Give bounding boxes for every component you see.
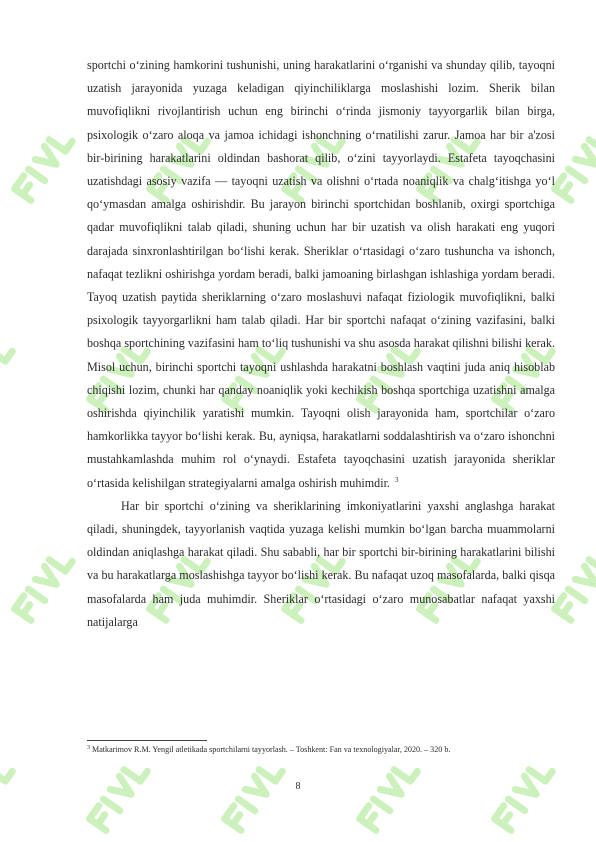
body-text (87, 54, 555, 634)
watermark-mark (0, 340, 12, 410)
watermark-mark (555, 550, 596, 620)
footnote-separator (87, 740, 207, 741)
footnote-text: Matkarimov R.M. Yengil atletikada sportchilarni tayyorlash. – Toshkent: Fan va texnologiyalar, 2020. – 320 b. (92, 745, 451, 754)
watermark-mark (15, 130, 73, 200)
paragraph-1-text: sportchi oʻzining hamkorini tushunishi, uning harakatlarini oʻrganishi va shunday qilib, tayoqni uzatish jarayonida yuzaga keladigan qiyinchiliklarga moslashishi lozim. Sherik bilan muvofiqlikni rivojlantirish uchun eng birinchi oʻrinda jismoniy tayyorgarlik bilan birga, psixologik oʻzaro aloqa va jamoa ichidagi ishonchning oʻrnatilishi zarur. Jamoa har bir a'zosi bir-birining harakatlarini oldindan bashorat qilib, oʻzini tayyorlaydi. Estafeta tayoqchasini uzatishdagi asosiy vazifa — tayoqni uzatish va olishni oʻrtada noaniqlik va chalgʻitishga yoʻl qoʻymasdan amalga oshirishdir. Bu jarayon birinchi sportchidan boshlanib, oxirgi sportchiga qadar muvofiqlikni talab qiladi, shuning uchun har bir uzatish va olish harakati eng yuqori darajada sinxronlashtirilgan boʻlishi kerak. Sheriklar oʻrtasidagi oʻzaro tushuncha va ishonch, nafaqat tezlikni oshirishga yordam beradi, balki jamoaning birlashgan ishlashiga yordam beradi. Tayoq uzatish paytida sheriklarning oʻzaro moslashuvi nafaqat fiziologik muvofiqlikni, balki psixologik tayyorgarlikni ham talab qiladi. Har bir sportchi nafaqat oʻzining vazifasini, balki boshqa sportchining vazifasini ham toʻliq tushunishi va shu asosda harakat qilishni bilishi kerak. Misol uchun, birinchi sportchi tayoqni ushlashda harakatni boshlash vaqtini juda aniq hisoblab chiqishi lozim, chunki har qanday noaniqlik yoki kechikish boshqa sportchiga uzatishni amalga oshirishda qiyinchilik yaratishi mumkin. Tayoqni olish jarayonida ham, sportchilar oʻzaro hamkorlikka tayyor boʻlishi kerak. Bu, ayniqsa, harakatlarni soddalashtirish va oʻzaro ishonchni mustahkamlashda muhim rol oʻynaydi. Estafeta tayoqchasini uzatish jarayonida sheriklar oʻrtasida kelishilgan strategiyalarni amalga oshirish muhimdir. (87, 58, 555, 490)
footnote (87, 744, 557, 755)
paragraph-2 (87, 495, 555, 634)
watermark-mark (15, 550, 73, 620)
paragraph-2-text: Har bir sportchi oʻzining va sheriklarining imkoniyatlarini yaxshi anglashga harakat qiladi, shuningdek, tayyorlanish vaqtida yuzaga kelishi mumkin boʻlgan barcha muammolarni oldindan aniqlashga harakat qiladi. Shu sababli, har bir sportchi bir-birining harakatlarini bilishi va bu harakatlarga moslashishga tayyor boʻlishi kerak. Bu nafaqat uzoq masofalarda, balki qisqa masofalarda ham juda muhimdir. Sheriklar oʻrtasidagi oʻzaro munosabatlar nafaqat yaxshi natijalarga (87, 498, 555, 629)
watermark-mark (555, 130, 596, 200)
watermark-mark (0, 760, 12, 830)
footnote-reference: 3 (394, 475, 399, 484)
watermark-mark (225, 760, 283, 830)
footnote-number: 3 (87, 745, 90, 751)
paragraph-1 (87, 54, 555, 495)
watermark-mark (495, 760, 553, 830)
watermark-mark (360, 760, 418, 830)
watermark-mark (90, 760, 148, 830)
page-number: 8 (295, 781, 301, 792)
